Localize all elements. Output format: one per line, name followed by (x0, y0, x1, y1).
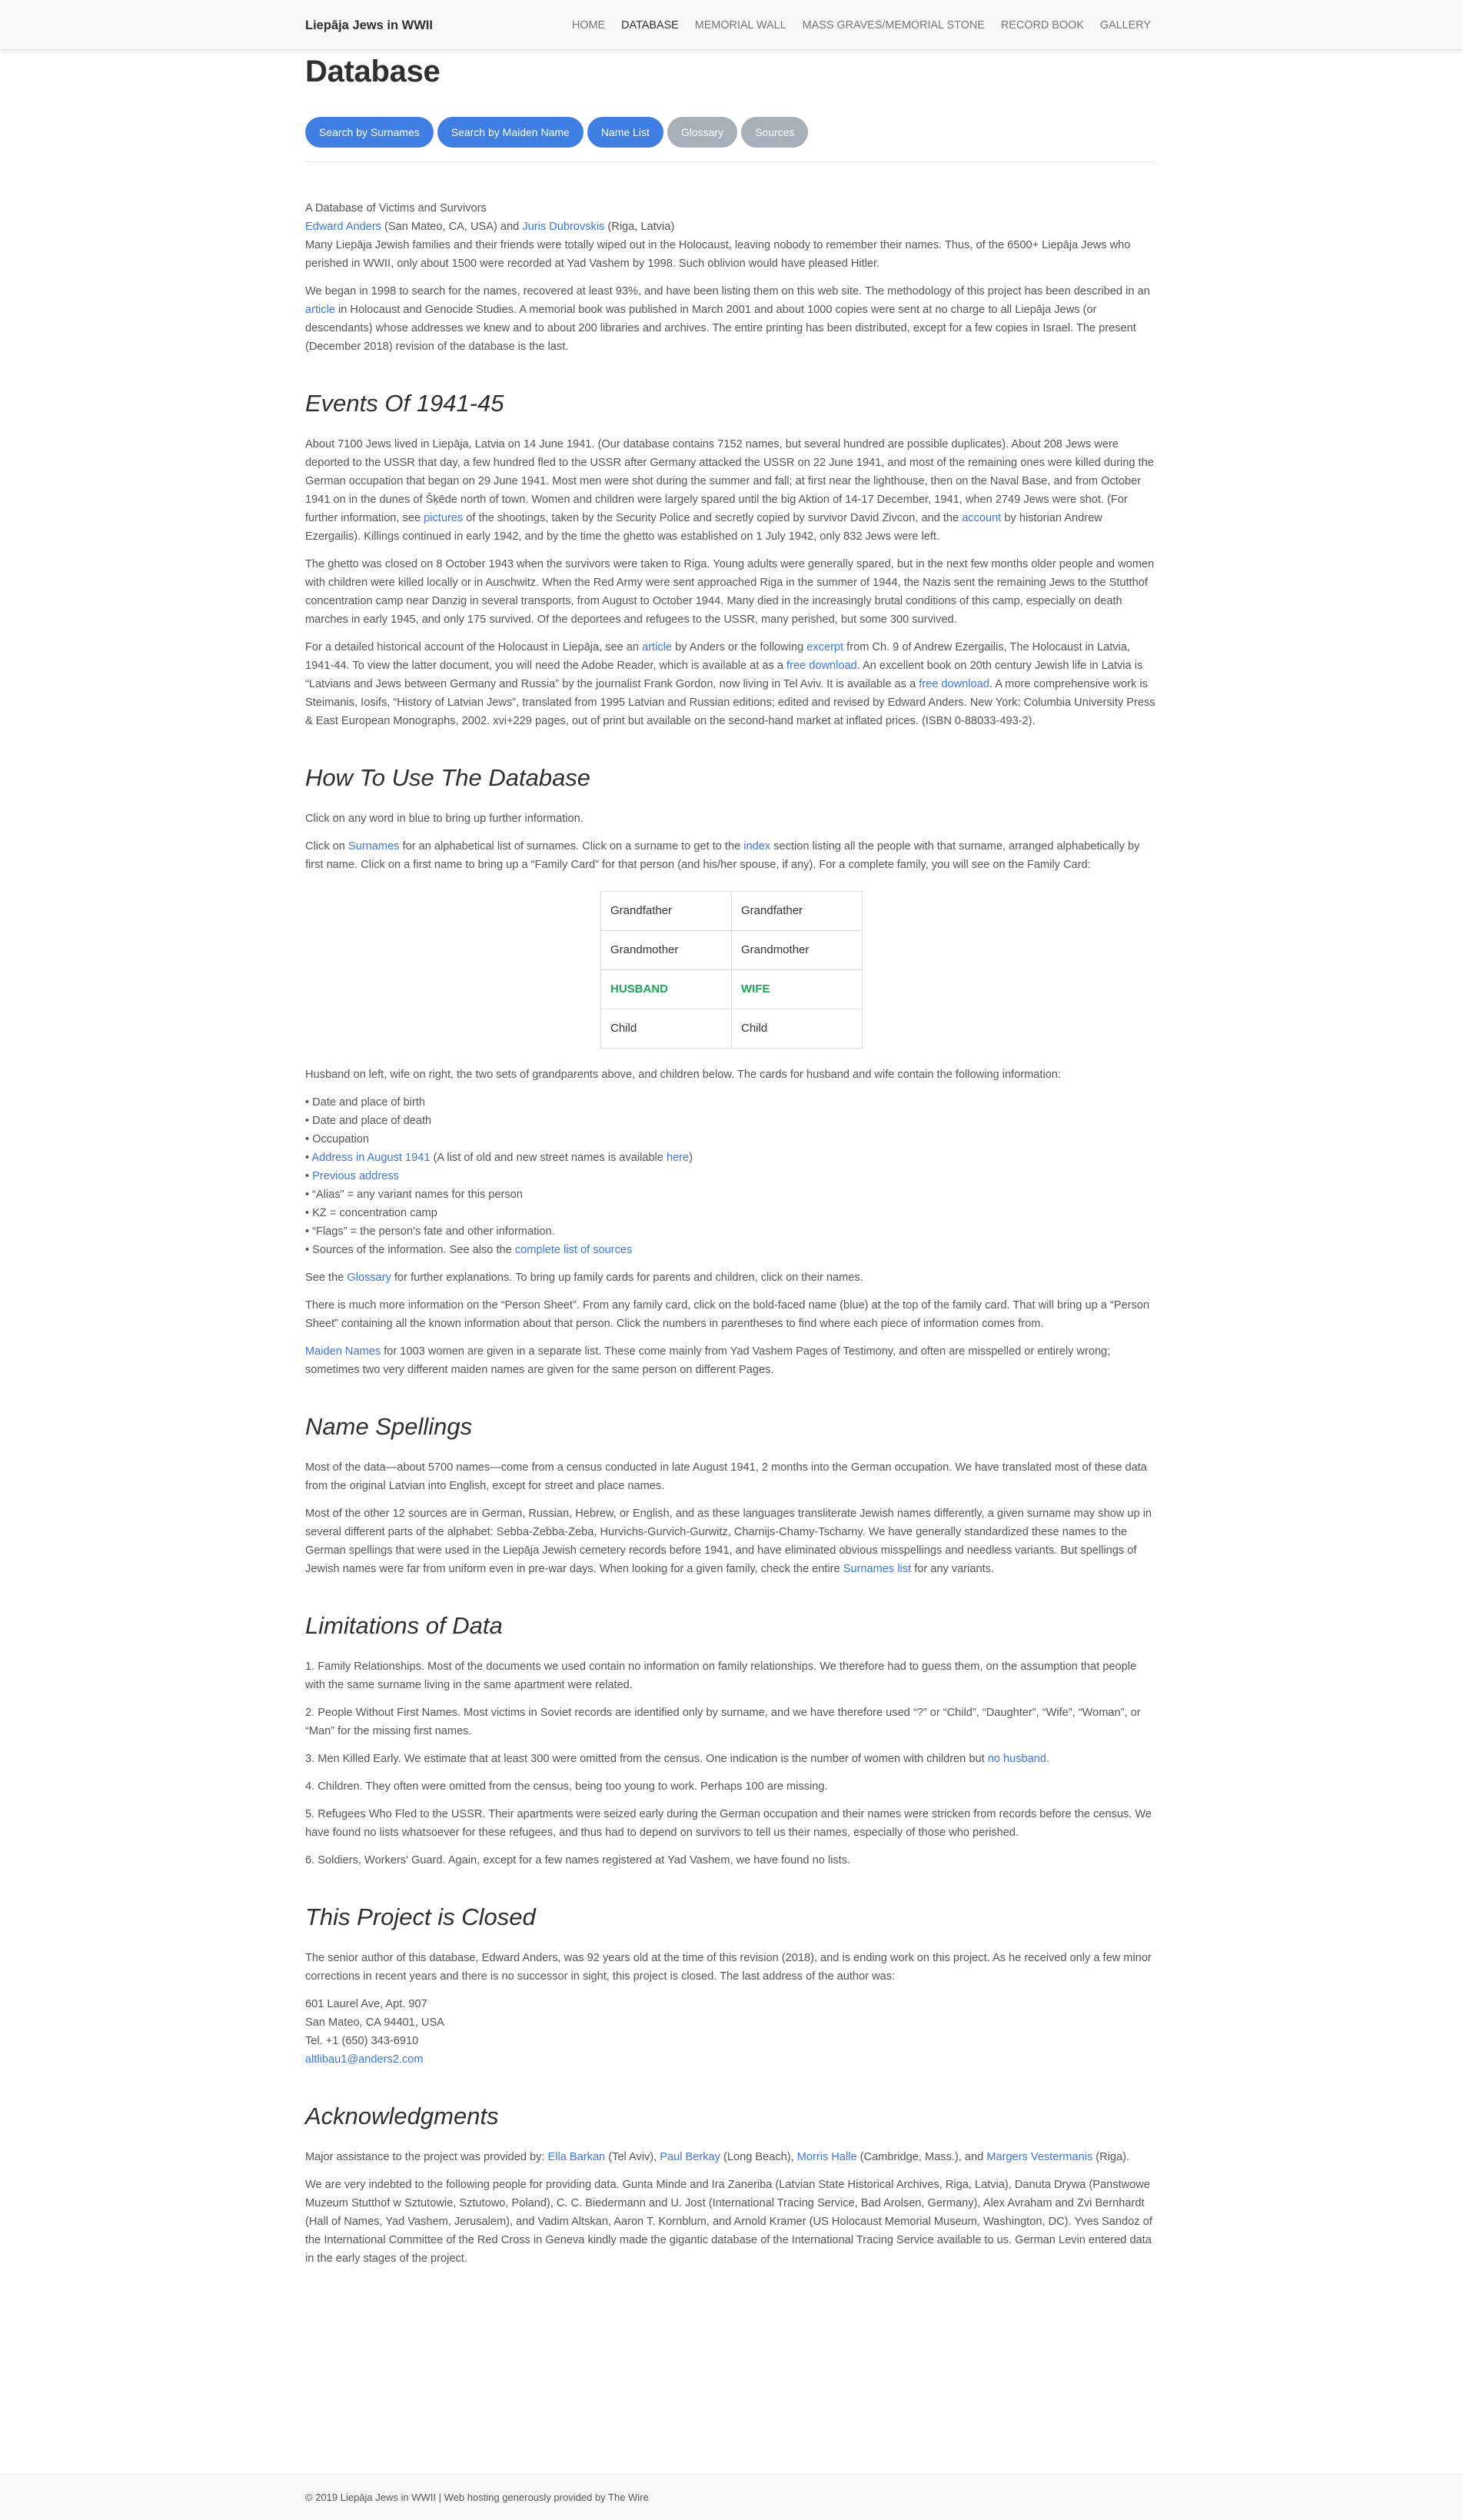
tab-name-list[interactable]: Name List (587, 117, 663, 148)
text: section listing all the people with that surname, arranged alphabetically by first name. Click on a first name to bring up a “Family Card” for that person (and his/her spouse, if any). For a complete family, you will see on the Family Card: (305, 840, 1140, 871)
text: from Ch. 9 of Andrew Ezergailis, The Holocaust in Latvia, 1941-44. To view the latter document, you will need the Adobe Reader, which is available at as a (305, 641, 1130, 672)
text: . (1046, 1753, 1050, 1765)
nav-database[interactable]: DATABASE (621, 19, 679, 32)
adobe-download-link[interactable]: free download (786, 660, 857, 672)
tab-sources[interactable]: Sources (741, 117, 808, 148)
author-link-anders[interactable]: Edward Anders (305, 221, 381, 233)
list-item (305, 1167, 1158, 1185)
email-link[interactable]: altlibau1@anders2.com (305, 2053, 424, 2066)
tab-search-maiden-name[interactable]: Search by Maiden Name (437, 117, 584, 148)
list-item: • Occupation (305, 1133, 369, 1145)
text: (Long Beach), (720, 2151, 797, 2163)
no-husband-link[interactable]: no husband (987, 1753, 1046, 1765)
divider (305, 161, 1158, 162)
nav-gallery[interactable]: GALLERY (1099, 19, 1151, 32)
child-left: Child (601, 1009, 732, 1049)
text: for an alphabetical list of surnames. Click on a surname to get to the (399, 840, 744, 853)
limitation-2: 2. People Without First Names. Most victims in Soviet records are identified only by surname, and we have therefore used “?” or “Child”, “Daughter”, “Wife”, “Woman”, or “Man” for the missing first names. (305, 1707, 1141, 1737)
text: (A list of old and new street names is available (430, 1152, 667, 1164)
tab-glossary[interactable]: Glossary (667, 117, 737, 148)
text: by Anders or the following (672, 641, 807, 653)
limitation-1: 1. Family Relationships. Most of the documents we used contain no information on family relationships. We therefore had to guess them, on the assumption that people with the same surname living in the same apartment were related. (305, 1661, 1137, 1691)
nav-memorial-wall[interactable]: MEMORIAL WALL (694, 19, 786, 32)
nav-record-book[interactable]: RECORD BOOK (1000, 19, 1084, 32)
howto-paragraph-6 (305, 1342, 1158, 1379)
text: for 1003 women are given in a separate list. These come mainly from Yad Vashem Pages of Testimony, and often are misspelled or entirely wrong; sometimes two very different maiden names are given for the same person on different Pages. (305, 1345, 1111, 1376)
list-item: • “Flags” = the person's fate and other information. (305, 1225, 555, 1238)
intro-paragraph-2 (305, 282, 1158, 356)
wife-cell: WIFE (732, 970, 863, 1009)
berkay-link[interactable]: Paul Berkay (660, 2151, 720, 2163)
footer (0, 2474, 1463, 2520)
text: About 7100 Jews lived in Liepāja, Latvia on 14 June 1941. (Our database contains 7152 names, but several hundred are possible duplicates). About 208 Jews were deported to the USSR that day, a few hundred fled to the USSR after Germany attacked the USSR on 22 June 1941, and most of the remaining ones were killed during the German occupation that began on 29 June 1941. Most men were shot during the summer and fall; at first near the lighthouse, then on the Naval Base, and from October 1941 on in the dunes of Šķēde north of town. Women and children were largely spared until the big Aktion of 14-17 December, 1941, when 2749 Jews were shot. (For further information, see (305, 438, 1154, 524)
account-link[interactable]: account (962, 512, 1002, 524)
search-tabs (305, 117, 1158, 148)
surnames-link[interactable]: Surnames (347, 840, 400, 853)
sources-list-link[interactable]: complete list of sources (514, 1244, 633, 1256)
list-item: • “Alias” = any variant names for this person (305, 1189, 523, 1201)
maiden-names-link[interactable]: Maiden Names (305, 1345, 381, 1358)
events-paragraph-2: The ghetto was closed on 8 October 1943 when the survivors were taken to Riga. Young adults were generally spared, but in the next few months older people and women with children were killed locally or in Auschwitz. When the Red Army were sent approached Riga in the summer of 1944, the Nazis sent the remaining Jews to the Stutthof concentration camp near Danzig in several transports, from August to October 1944. Many died in the increasingly brutal conditions of this camp, especially on death marches in early 1945, and only 175 survived. Of the deportees and refugees to the USSR, many perished, but some 300 survived. (305, 558, 1155, 626)
text: Major assistance to the project was provided by: (305, 2151, 548, 2163)
intro-section (305, 199, 1158, 356)
text: by historian Andrew Ezergailis). Killings continued in early 1942, and by the time the ghetto was established on 1 July 1942, only 832 Jews were left. (305, 512, 1102, 543)
text: We began in 1998 to search for the names, recovered at least 93%, and have been listing them on this web site. The methodology of this project has been described in an (305, 285, 1150, 298)
intro-paragraph-1: Many Liepāja Jewish families and their friends were totally wiped out in the Holocaust, leaving nobody to remember their names. Thus, of the 6500+ Liepāja Jews who perished in WWII, only about 1500 were recorded at Yad Vashem by 1998. Such oblivion would have pleased Hitler. (305, 239, 1131, 270)
author-link-dubrovskis[interactable]: Juris Dubrovskis (522, 221, 605, 233)
street-names-link[interactable]: here (666, 1152, 690, 1164)
table-row (601, 892, 863, 931)
section-title-spellings: Name Spellings (305, 1413, 473, 1440)
limitation-4: 4. Children. They often were omitted from the census, being too young to work. Perhaps 100 are missing. (305, 1780, 828, 1793)
table-row (601, 931, 863, 970)
text: Most of the other 12 sources are in German, Russian, Hebrew, or English, and as these languages transliterate Jewish names differently, a given surname may show up in several different parts of the alphabet: Sebba-Zebba-Zeba, Hurvichs-Gurvich-Gurwitz, Charnijs-Chamy-Tscharny. We have generally standardized these names to the German spellings that were used in the Liepāja Jewish cemetery records before 1941, and have eliminated obvious misspellings and needless variants. But spellings of Jewish names were far from uniform even in pre-war days. When looking for a given family, check the entire (305, 1508, 1152, 1575)
index-link[interactable]: index (743, 840, 771, 853)
howto-paragraph-1: Click on any word in blue to bring up further information. (305, 813, 584, 825)
text: See the (305, 1272, 347, 1284)
page-title: Database (305, 55, 441, 88)
text: For a detailed historical account of the Holocaust in Liepāja, see an (305, 641, 643, 653)
events-paragraph-3 (305, 638, 1158, 730)
address-line: San Mateo, CA 94401, USA (305, 2016, 444, 2029)
nav-mass-graves[interactable]: MASS GRAVES/MEMORIAL STONE (802, 19, 985, 32)
limitation-5: 5. Refugees Who Fled to the USSR. Their apartments were seized early during the German occupation and their names were stricken from records before the census. We have found no lists whatsoever for these refugees, and thus had to depend on survivors to tell us their names, especially of those who perished. (305, 1808, 1152, 1839)
child-right: Child (732, 1009, 863, 1049)
address-1941-link[interactable]: Address in August 1941 (311, 1152, 431, 1164)
list-item (305, 1149, 1158, 1167)
text: in Holocaust and Genocide Studies. A memorial book was published in March 2001 and about 1000 copies were sent at no charge to all Liepāja Jews (or descendants) whose addresses we knew and to about 200 libraries and archives. The entire printing has been distributed, except for a few copies in Israel. The present (December 2018) revision of the database is the last. (305, 304, 1136, 353)
text: . An excellent book on 20th century Jewish life in Latvia is “Latvians and Jews between Germany and Russia” by the journalist Frank Gordon, now living in Tel Aviv. It is available as a (305, 660, 1143, 690)
text: for any variants. (911, 1563, 995, 1575)
spellings-paragraph-1: Most of the data—about 5700 names—come from a census conducted in late August 1941, 2 months into the German occupation. We have translated most of these data from the original Latvian into English, except for street and place names. (305, 1461, 1147, 1492)
navbar (0, 0, 1463, 50)
address-line: 601 Laurel Ave, Apt. 907 (305, 1998, 427, 2010)
list-item (305, 1241, 1158, 1259)
howto-paragraph-5: There is much more information on the “Person Sheet”. From any family card, click on the bold-faced name (blue) at the top of the family card. That will bring up a “Person Sheet” containing all the known information about that person. Click the numbers in parentheses to find where each piece of information comes from. (305, 1299, 1150, 1330)
howto-paragraph-3: Husband on left, wife on right, the two sets of grandparents above, and children below. The cards for husband and wife contain the following information: (305, 1069, 1061, 1081)
text: (Tel Aviv), (605, 2151, 660, 2163)
site-brand[interactable]: Liepāja Jews in WWII (305, 18, 433, 32)
card-info-list (305, 1093, 1158, 1259)
list-item: • Date and place of birth (305, 1096, 426, 1109)
surnames-list-link[interactable]: Surnames list (843, 1563, 912, 1575)
section-title-closed: This Project is Closed (305, 1903, 536, 1930)
footer-text: © 2019 Liepāja Jews in WWII | Web hosting generously provided by The Wire (305, 2492, 649, 2503)
author1-location: (San Mateo, CA, USA) and (381, 221, 523, 233)
closed-paragraph: The senior author of this database, Edward Anders, was 92 years old at the time of this revision (2018), and is ending work on this project. As he received only a few minor corrections in recent years and there is no successor in sight, this project is closed. The last address of the author was: (305, 1952, 1152, 1983)
text: (Cambridge, Mass.), and (856, 2151, 987, 2163)
grandfather-right: Grandfather (732, 892, 863, 931)
text: of the shootings, taken by the Security Police and secretly copied by survivor David Zivcon, and the (463, 512, 963, 524)
main-content (305, 50, 1158, 2277)
nav-menu (572, 15, 1151, 35)
section-title-acknowledgments: Acknowledgments (305, 2103, 499, 2129)
halle-link[interactable]: Morris Halle (796, 2151, 857, 2163)
text: 3. Men Killed Early. We estimate that at least 300 were omitted from the census. One indication is the number of women with children but (305, 1753, 988, 1765)
previous-address-link[interactable]: Previous address (312, 1170, 399, 1182)
ack-paragraph-2: We are very indebted to the following people for providing data. Gunta Minde and Ira Zaneriba (Latvian State Historical Archives, Riga, Latvia), Danuta Drywa (Panstwowe Muzeum Stutthof w Sztutowie, Sztutowo, Poland), C. C. Biedermann and U. Jost (International Tracing Service, Bad Arolsen, Germany), Alex Avraham and Zvi Bernhardt (Hall of Names, Yad Vashem, Jerusalem), and Vadim Altskan, Aaron T. Kornblum, and Arnold Kramer (US Holocaust Memorial Museum, Washington, DC). Yves Sandoz of the International Committee of the Red Cross in Geneva kindly made the gigantic database of the International Tracing Service available to us. German Levin entered data in the early stages of the project. (305, 2179, 1152, 2265)
anders-article-link[interactable]: article (642, 641, 673, 653)
glossary-link[interactable]: Glossary (347, 1272, 391, 1284)
vestermanis-link[interactable]: Margers Vestermanis (986, 2151, 1093, 2163)
text: • Sources of the information. See also the (305, 1244, 515, 1256)
limitation-3 (305, 1750, 1158, 1768)
limitation-6: 6. Soldiers, Workers' Guard. Again, except for a few names registered at Yad Vashem, we have found no lists. (305, 1854, 851, 1867)
spellings-paragraph-2 (305, 1504, 1158, 1578)
gordon-download-link[interactable]: free download (919, 678, 989, 690)
intro-heading: A Database of Victims and Survivors (305, 202, 487, 214)
bullet: • (305, 1152, 312, 1164)
howto-paragraph-4 (305, 1268, 1158, 1287)
phone-line: Tel. +1 (650) 343-6910 (305, 2035, 419, 2047)
text: (Riga). (1092, 2151, 1130, 2163)
nav-home[interactable]: HOME (571, 19, 606, 32)
list-item: • KZ = concentration camp (305, 1207, 437, 1219)
list-item: • Date and place of death (305, 1115, 432, 1127)
section-title-limitations: Limitations of Data (305, 1612, 503, 1639)
events-paragraph-1 (305, 435, 1158, 546)
text: . A more comprehensive work is Steimanis, Iosifs, “History of Latvian Jews”, translated from 1995 Latvian and Russian editions; edited and revised by Edward Anders. New York: Columbia University Press & East European Monographs, 2002. xvi+229 pages, out of print but available on the second-hand market at inflated prices. (ISBN 0-88033-493-2). (305, 678, 1155, 727)
grandfather-left: Grandfather (601, 892, 732, 931)
table-row (601, 970, 863, 1009)
section-title-howto: How To Use The Database (305, 764, 591, 791)
barkan-link[interactable]: Ella Barkan (547, 2151, 606, 2163)
tab-search-surnames[interactable]: Search by Surnames (305, 117, 434, 148)
bullet: • (305, 1170, 313, 1182)
text: Click on (305, 840, 348, 853)
text: ) (689, 1152, 693, 1164)
ack-paragraph-1 (305, 2148, 1158, 2166)
authors-line (305, 218, 1158, 236)
author-address (305, 1995, 1158, 2069)
husband-cell: HUSBAND (601, 970, 732, 1009)
table-row (601, 1009, 863, 1049)
grandmother-left: Grandmother (601, 931, 732, 970)
text: for further explanations. To bring up family cards for parents and children, click on their names. (391, 1272, 863, 1284)
pictures-link[interactable]: pictures (424, 512, 464, 524)
article-link[interactable]: article (305, 304, 335, 316)
section-title-events: Events Of 1941-45 (305, 390, 504, 417)
author2-location: (Riga, Latvia) (604, 221, 675, 233)
grandmother-right: Grandmother (732, 931, 863, 970)
howto-paragraph-2 (305, 837, 1158, 874)
excerpt-link[interactable]: excerpt (806, 641, 844, 653)
family-card-example (600, 891, 863, 1049)
